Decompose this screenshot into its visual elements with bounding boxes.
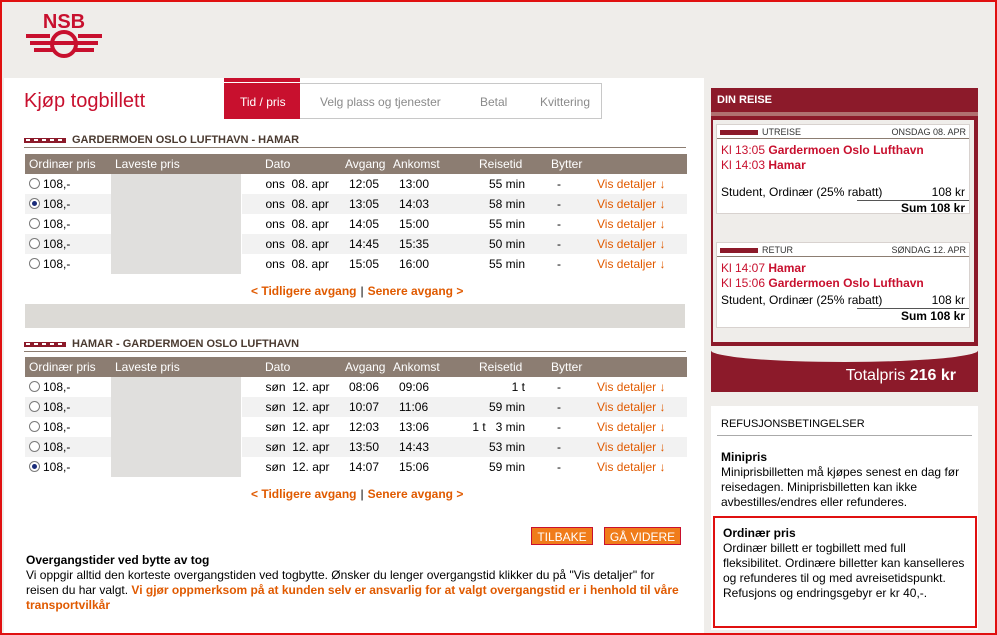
arrow-down-icon[interactable]: ↓ — [659, 237, 666, 251]
col-reisetid: Reisetid — [467, 154, 533, 174]
lowest-price-cell — [111, 234, 241, 254]
return-label: RETUR — [762, 244, 793, 255]
inbound-nav: < Tidligere avgang | Senere avgang > — [251, 487, 464, 501]
date-cell — [241, 254, 337, 274]
note-warning[interactable]: Vi gjør oppmerksom på at kunden selv er ansvarlig for at valgt overgangstid er i henhold til våre transportvilkår — [26, 583, 679, 612]
arr-cell: 13:06 — [399, 420, 430, 434]
table-row — [25, 174, 687, 194]
col-ankomst: Ankomst — [389, 154, 467, 174]
step-label: Tid / pris — [240, 95, 286, 109]
outbound-table — [25, 154, 687, 274]
arr-time: Kl 14:03 — [721, 158, 766, 172]
select-radio[interactable] — [29, 198, 40, 209]
date: 08. apr — [291, 217, 329, 231]
lowest-price-cell — [111, 214, 241, 234]
select-radio[interactable] — [29, 238, 40, 249]
return-date: SØNDAG 12. APR — [891, 244, 966, 255]
col-laveste: Laveste pris — [111, 357, 241, 377]
dep-cell: 12:03 — [349, 420, 380, 434]
separator-bar — [25, 304, 685, 328]
back-button[interactable]: TILBAKE — [531, 527, 593, 545]
col-details — [585, 357, 687, 377]
refund-heading: REFUSJONSBETINGELSER — [717, 406, 972, 436]
col-reisetid: Reisetid — [467, 357, 533, 377]
ticket-line — [717, 293, 969, 308]
arr-station: Gardermoen Oslo Lufthavn — [768, 276, 924, 290]
details-cell[interactable] — [585, 457, 687, 477]
details-cell[interactable] — [585, 174, 687, 194]
day: søn — [265, 420, 286, 434]
arr-cell: 14:43 — [389, 437, 467, 457]
table-row — [25, 437, 687, 457]
select-radio[interactable] — [29, 441, 40, 452]
price-cell[interactable] — [25, 377, 111, 397]
duration-cell: 1 t — [511, 380, 525, 394]
price-cell[interactable] — [25, 397, 111, 417]
date: 08. apr — [291, 177, 329, 191]
price: 108,- — [43, 400, 71, 414]
total-price — [711, 348, 978, 392]
arr-cell: 15:00 — [399, 217, 430, 231]
details-link[interactable]: Vis detaljer — [597, 440, 657, 454]
dep-time: Kl 13:05 — [721, 143, 766, 157]
outbound-route: GARDERMOEN OSLO LUFTHAVN - HAMAR — [72, 134, 300, 146]
step-velg-plass[interactable] — [300, 83, 462, 119]
next-button[interactable]: GÅ VIDERE — [604, 527, 681, 545]
arrow-down-icon[interactable]: ↓ — [659, 420, 666, 434]
day: ons — [265, 257, 285, 271]
train-icon — [24, 135, 66, 145]
dep-cell: 10:07 — [337, 397, 389, 417]
select-radio[interactable] — [29, 178, 40, 189]
earlier-link[interactable]: < Tidligere avgang — [251, 487, 357, 501]
inbound-table — [25, 357, 687, 477]
duration-cell: 50 min — [467, 234, 533, 254]
arrow-down-icon[interactable]: ↓ — [659, 177, 666, 191]
arr-line — [717, 158, 969, 173]
date-cell — [241, 397, 337, 417]
select-radio[interactable] — [29, 258, 40, 269]
lowest-price-cell — [111, 377, 241, 397]
arr-cell: 15:06 — [399, 460, 430, 474]
arr-station: Hamar — [768, 158, 806, 172]
changes-cell: - — [557, 460, 561, 474]
dep-cell: 13:50 — [337, 437, 389, 457]
arr-cell: 13:00 — [399, 177, 430, 191]
brand-text: NSB — [42, 11, 86, 33]
card-header — [717, 125, 969, 139]
col-avgang: Avgang — [337, 357, 389, 377]
outbound-nav: < Tidligere avgang | Senere avgang > — [251, 284, 464, 298]
duration-cell: 55 min — [488, 217, 525, 231]
ticket-type: Student, Ordinær (25% rabatt) — [721, 293, 883, 307]
changes-cell: - — [557, 177, 561, 191]
price-cell[interactable] — [25, 214, 111, 234]
date: 08. apr — [291, 257, 329, 271]
table-header-row — [25, 154, 687, 174]
table-row — [25, 254, 687, 274]
ordinaer-block — [713, 516, 977, 628]
select-radio[interactable] — [29, 401, 40, 412]
price-cell[interactable] — [25, 254, 111, 274]
earlier-link[interactable]: < Tidligere avgang — [251, 284, 357, 298]
dep-cell: 08:06 — [349, 380, 380, 394]
col-ankomst: Ankomst — [389, 357, 467, 377]
date: 12. apr — [292, 420, 330, 434]
date-cell — [241, 194, 337, 214]
lowest-price-cell — [111, 174, 241, 194]
date: 12. apr — [292, 400, 330, 414]
train-icon — [720, 246, 758, 254]
arr-cell: 16:00 — [399, 257, 430, 271]
step-label: Velg plass og tjenester — [320, 95, 441, 109]
outbound-card — [716, 124, 970, 214]
minipris-block — [721, 450, 973, 510]
dep-cell: 14:07 — [349, 460, 380, 474]
changes-cell: - — [557, 380, 561, 394]
table-row — [25, 397, 687, 417]
price: 108,- — [43, 380, 71, 394]
date-cell — [241, 174, 337, 194]
duration-cell: 58 min — [467, 194, 533, 214]
ordinaer-title: Ordinær pris — [723, 526, 796, 540]
price: 108,- — [43, 257, 71, 271]
dep-station: Gardermoen Oslo Lufthavn — [768, 143, 924, 157]
col-ordinaer: Ordinær pris — [25, 154, 111, 174]
changes-cell: - — [533, 397, 585, 417]
outbound-heading — [24, 134, 299, 146]
arr-cell: 14:03 — [389, 194, 467, 214]
step-betal[interactable] — [462, 83, 522, 119]
dep-time: Kl 14:07 — [721, 261, 766, 275]
date: 12. apr — [292, 460, 330, 474]
divider — [24, 147, 686, 148]
day: søn — [265, 400, 286, 414]
details-link[interactable]: Vis detaljer — [597, 400, 657, 414]
note-title: Overgangstider ved bytte av tog — [26, 553, 210, 567]
details-link[interactable]: Vis detaljer — [597, 460, 657, 474]
arrow-down-icon[interactable]: ↓ — [659, 217, 666, 231]
step-kvittering[interactable] — [522, 83, 602, 119]
trip-heading: DIN REISE — [711, 88, 978, 112]
details-cell[interactable] — [585, 377, 687, 397]
dep-line — [717, 143, 969, 158]
date-cell — [241, 457, 337, 477]
lowest-price-cell — [111, 194, 241, 214]
day: ons — [265, 177, 285, 191]
changes-cell: - — [533, 437, 585, 457]
details-link[interactable]: Vis detaljer — [597, 420, 657, 434]
arrow-down-icon[interactable]: ↓ — [659, 440, 666, 454]
details-cell[interactable] — [585, 234, 687, 254]
outbound-date: ONSDAG 08. APR — [891, 126, 966, 137]
step-tid-pris[interactable] — [224, 83, 300, 119]
minipris-text: Miniprisbilletten må kjøpes senest en dag før reisedagen. Miniprisbilletten kan ikke avbestilles/endres eller refunderes. — [721, 465, 960, 509]
day: søn — [265, 440, 286, 454]
later-link[interactable]: Senere avgang > — [367, 284, 464, 298]
details-link[interactable]: Vis detaljer — [597, 380, 657, 394]
dep-station: Hamar — [768, 261, 806, 275]
select-radio[interactable] — [29, 461, 40, 472]
dep-cell: 13:05 — [337, 194, 389, 214]
return-sum: Sum 108 kr — [857, 308, 969, 323]
total-label: Totalpris — [845, 367, 906, 384]
changes-cell: - — [533, 194, 585, 214]
duration-cell: 59 min — [467, 397, 533, 417]
date: 12. apr — [292, 380, 330, 394]
details-link[interactable]: Vis detaljer — [597, 257, 657, 271]
lowest-price-cell — [111, 417, 241, 437]
price-cell[interactable] — [25, 417, 111, 437]
return-card — [716, 242, 970, 328]
table-row — [25, 234, 687, 254]
details-link[interactable]: Vis detaljer — [597, 177, 657, 191]
dep-line — [717, 261, 969, 276]
col-bytter: Bytter — [533, 154, 585, 174]
price: 108,- — [43, 420, 71, 434]
inbound-heading — [24, 338, 299, 350]
price-cell[interactable] — [25, 437, 111, 457]
inbound-route: HAMAR - GARDERMOEN OSLO LUFTHAVN — [72, 338, 300, 350]
table-row — [25, 194, 687, 214]
table-row — [25, 457, 687, 477]
total-value: 216 kr — [909, 367, 956, 384]
price: 108,- — [43, 177, 71, 191]
price-cell[interactable] — [25, 194, 111, 214]
arrow-down-icon[interactable]: ↓ — [659, 460, 666, 474]
dep-cell: 15:05 — [349, 257, 380, 271]
lowest-price-cell — [111, 254, 241, 274]
duration-cell: 53 min — [467, 437, 533, 457]
details-cell[interactable] — [585, 254, 687, 274]
price-cell[interactable] — [25, 234, 111, 254]
ticket-type: Student, Ordinær (25% rabatt) — [721, 185, 883, 199]
changes-cell: - — [557, 257, 561, 271]
ticket-line — [717, 185, 969, 200]
arr-cell: 15:35 — [389, 234, 467, 254]
price: 108,- — [43, 197, 71, 211]
step-label: Kvittering — [540, 95, 591, 109]
price-cell[interactable] — [25, 457, 111, 477]
lowest-price-cell — [111, 457, 241, 477]
duration-cell: 59 min — [488, 460, 525, 474]
ordinaer-text: Ordinær billett er togbillett med full fleksibilitet. Ordinære billetter kan kanselleres og refunderes til og med avreisetidspunkt. Refusjons og endringsgebyr er kr 40,-. — [723, 541, 965, 600]
ticket-price: 108 kr — [931, 185, 965, 199]
date: 08. apr — [291, 237, 329, 251]
divider — [24, 351, 686, 352]
col-bytter: Bytter — [533, 357, 585, 377]
col-details — [585, 154, 687, 174]
duration-cell: 1 t 3 min — [472, 420, 525, 434]
date-cell — [241, 234, 337, 254]
select-radio[interactable] — [29, 421, 40, 432]
ticket-price: 108 kr — [931, 293, 965, 307]
arr-time: Kl 15:06 — [721, 276, 766, 290]
details-cell[interactable] — [585, 397, 687, 417]
arr-cell: 11:06 — [389, 397, 467, 417]
date-cell — [241, 437, 337, 457]
arrow-down-icon[interactable]: ↓ — [659, 257, 666, 271]
price: 108,- — [43, 217, 71, 231]
lowest-price-cell — [111, 397, 241, 417]
col-ordinaer: Ordinær pris — [25, 357, 111, 377]
details-cell[interactable] — [585, 437, 687, 457]
table-row — [25, 214, 687, 234]
duration-cell: 55 min — [488, 257, 525, 271]
date-cell — [241, 417, 337, 437]
dep-cell: 14:45 — [337, 234, 389, 254]
table-row — [25, 417, 687, 437]
changes-cell: - — [557, 217, 561, 231]
changes-cell: - — [533, 234, 585, 254]
arr-cell: 09:06 — [399, 380, 430, 394]
changes-cell: - — [557, 420, 561, 434]
price: 108,- — [43, 440, 71, 454]
day: ons — [265, 197, 285, 211]
day: søn — [265, 380, 286, 394]
step-label: Betal — [480, 95, 508, 109]
details-cell[interactable] — [585, 417, 687, 437]
note-text: Vi oppgir alltid den korteste overgangstiden ved togbytte. Ønsker du lenger overgangstid klikker du på "Vis detaljer" for reisen du har valgt. — [26, 568, 655, 597]
date: 08. apr — [291, 197, 329, 211]
minipris-title: Minipris — [721, 450, 768, 464]
price-cell[interactable] — [25, 174, 111, 194]
outbound-sum: Sum 108 kr — [857, 200, 969, 215]
duration-cell: 55 min — [488, 177, 525, 191]
price: 108,- — [43, 460, 71, 474]
date-cell — [241, 377, 337, 397]
details-link[interactable]: Vis detaljer — [597, 237, 657, 251]
arr-line — [717, 276, 969, 291]
details-link[interactable]: Vis detaljer — [597, 217, 657, 231]
train-icon — [24, 339, 66, 349]
later-link[interactable]: Senere avgang > — [367, 487, 464, 501]
details-cell[interactable] — [585, 194, 687, 214]
col-dato: Dato — [241, 357, 337, 377]
day: ons — [265, 217, 285, 231]
day: ons — [265, 237, 285, 251]
date-cell — [241, 214, 337, 234]
dep-cell: 14:05 — [349, 217, 380, 231]
train-icon — [720, 128, 758, 136]
arrow-down-icon[interactable]: ↓ — [659, 380, 666, 394]
outbound-label: UTREISE — [762, 126, 802, 137]
refund-panel — [711, 406, 978, 630]
lowest-price-cell — [111, 437, 241, 457]
arrow-down-icon[interactable]: ↓ — [659, 400, 666, 414]
table-row — [25, 377, 687, 397]
dep-cell: 12:05 — [349, 177, 380, 191]
select-radio[interactable] — [29, 381, 40, 392]
select-radio[interactable] — [29, 218, 40, 229]
transfer-note — [26, 553, 686, 613]
table-header-row — [25, 357, 687, 377]
arrow-down-icon[interactable]: ↓ — [659, 197, 666, 211]
day: søn — [265, 460, 286, 474]
price: 108,- — [43, 237, 71, 251]
card-header — [717, 243, 969, 257]
details-cell[interactable] — [585, 214, 687, 234]
col-dato: Dato — [241, 154, 337, 174]
nsb-logo[interactable] — [24, 10, 104, 62]
col-avgang: Avgang — [337, 154, 389, 174]
date: 12. apr — [292, 440, 330, 454]
details-link[interactable]: Vis detaljer — [597, 197, 657, 211]
col-laveste: Laveste pris — [111, 154, 241, 174]
page-title: Kjøp togbillett — [24, 90, 146, 112]
